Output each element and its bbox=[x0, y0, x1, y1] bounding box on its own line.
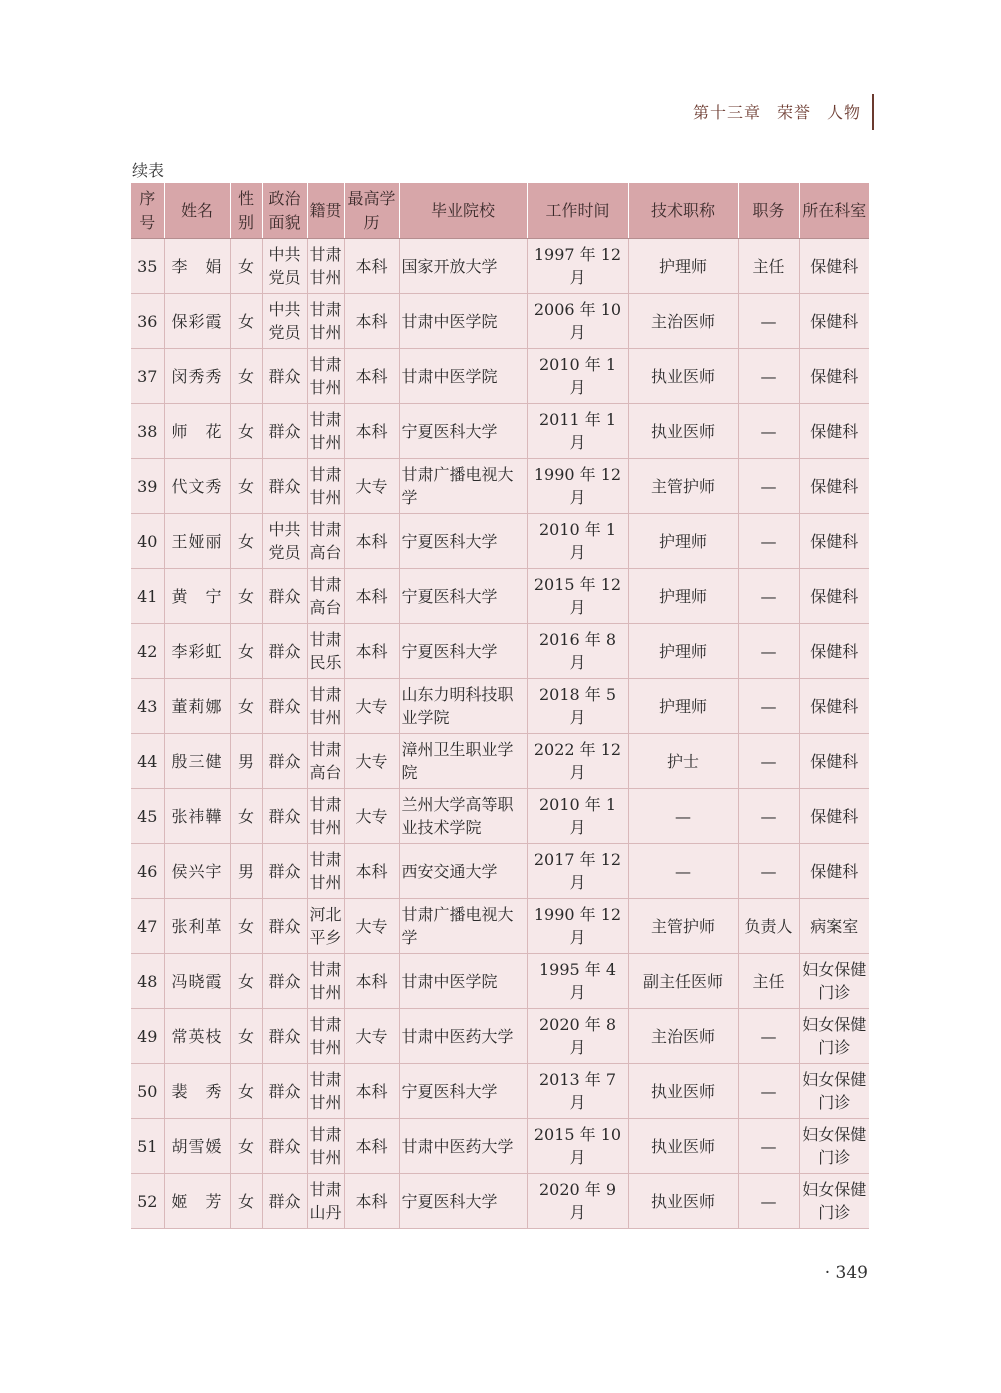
cell-department: 妇女保健门诊 bbox=[799, 1119, 869, 1174]
cell-gender: 男 bbox=[230, 844, 262, 899]
table-row bbox=[131, 294, 869, 349]
cell-position: — bbox=[738, 569, 799, 624]
cell-education: 本科 bbox=[344, 1174, 399, 1229]
table-row bbox=[131, 459, 869, 514]
cell-school: 宁夏医科大学 bbox=[399, 624, 527, 679]
header-rule bbox=[872, 94, 874, 130]
col-header-title: 技术职称 bbox=[628, 183, 738, 239]
cell-title: 护理师 bbox=[628, 514, 738, 569]
cell-seq: 41 bbox=[131, 569, 164, 624]
cell-school: 西安交通大学 bbox=[399, 844, 527, 899]
col-header-position: 职务 bbox=[738, 183, 799, 239]
cell-school: 甘肃中医学院 bbox=[399, 294, 527, 349]
cell-department: 病案室 bbox=[799, 899, 869, 954]
cell-school: 国家开放大学 bbox=[399, 239, 527, 294]
cell-work-start: 2006 年 10 月 bbox=[527, 294, 628, 349]
cell-name: 常英枝 bbox=[164, 1009, 230, 1064]
col-header-political: 政治面貌 bbox=[262, 183, 307, 239]
cell-political: 中共党员 bbox=[262, 514, 307, 569]
cell-position: — bbox=[738, 1174, 799, 1229]
cell-native-place: 甘肃甘州 bbox=[307, 1009, 344, 1064]
cell-work-start: 2020 年 9 月 bbox=[527, 1174, 628, 1229]
cell-gender: 女 bbox=[230, 1174, 262, 1229]
cell-education: 本科 bbox=[344, 239, 399, 294]
section-label-people: 人物 bbox=[826, 103, 861, 122]
cell-gender: 女 bbox=[230, 899, 262, 954]
table-row bbox=[131, 569, 869, 624]
cell-political: 群众 bbox=[262, 349, 307, 404]
cell-gender: 女 bbox=[230, 1119, 262, 1174]
table-row bbox=[131, 514, 869, 569]
cell-title: — bbox=[628, 789, 738, 844]
cell-title: 护理师 bbox=[628, 239, 738, 294]
cell-native-place: 甘肃甘州 bbox=[307, 294, 344, 349]
cell-name: 李彩虹 bbox=[164, 624, 230, 679]
cell-education: 本科 bbox=[344, 514, 399, 569]
cell-native-place: 甘肃高台 bbox=[307, 569, 344, 624]
cell-department: 保健科 bbox=[799, 239, 869, 294]
cell-work-start: 2018 年 5 月 bbox=[527, 679, 628, 734]
cell-department: 妇女保健门诊 bbox=[799, 1009, 869, 1064]
cell-gender: 女 bbox=[230, 679, 262, 734]
cell-work-start: 2015 年 10 月 bbox=[527, 1119, 628, 1174]
table-row bbox=[131, 844, 869, 899]
cell-political: 群众 bbox=[262, 679, 307, 734]
cell-work-start: 2016 年 8 月 bbox=[527, 624, 628, 679]
cell-school: 甘肃广播电视大学 bbox=[399, 459, 527, 514]
cell-native-place: 甘肃甘州 bbox=[307, 459, 344, 514]
cell-school: 宁夏医科大学 bbox=[399, 1174, 527, 1229]
table-row bbox=[131, 679, 869, 734]
cell-gender: 女 bbox=[230, 789, 262, 844]
cell-gender: 女 bbox=[230, 239, 262, 294]
cell-department: 保健科 bbox=[799, 734, 869, 789]
table-row bbox=[131, 954, 869, 1009]
cell-school: 甘肃中医药大学 bbox=[399, 1119, 527, 1174]
cell-political: 中共党员 bbox=[262, 294, 307, 349]
cell-school: 宁夏医科大学 bbox=[399, 569, 527, 624]
col-header-name: 姓名 bbox=[164, 183, 230, 239]
col-header-seq: 序号 bbox=[131, 183, 164, 239]
cell-political: 群众 bbox=[262, 1064, 307, 1119]
cell-name: 冯晓霞 bbox=[164, 954, 230, 1009]
table-row bbox=[131, 1064, 869, 1119]
cell-work-start: 2010 年 1 月 bbox=[527, 349, 628, 404]
cell-gender: 女 bbox=[230, 954, 262, 1009]
cell-name: 张利革 bbox=[164, 899, 230, 954]
section-label-honors: 荣誉 bbox=[776, 103, 811, 122]
cell-work-start: 2017 年 12 月 bbox=[527, 844, 628, 899]
cell-name: 王娅丽 bbox=[164, 514, 230, 569]
cell-seq: 37 bbox=[131, 349, 164, 404]
cell-native-place: 甘肃甘州 bbox=[307, 789, 344, 844]
cell-work-start: 2015 年 12 月 bbox=[527, 569, 628, 624]
cell-school: 宁夏医科大学 bbox=[399, 404, 527, 459]
cell-name: 师 花 bbox=[164, 404, 230, 459]
cell-seq: 40 bbox=[131, 514, 164, 569]
cell-school: 甘肃中医药大学 bbox=[399, 1009, 527, 1064]
cell-seq: 52 bbox=[131, 1174, 164, 1229]
table-row bbox=[131, 1174, 869, 1229]
cell-position: — bbox=[738, 1119, 799, 1174]
cell-position: — bbox=[738, 459, 799, 514]
table-row bbox=[131, 734, 869, 789]
table-header-row bbox=[131, 183, 869, 239]
cell-title: 护士 bbox=[628, 734, 738, 789]
cell-title: 执业医师 bbox=[628, 349, 738, 404]
page-number: · 349 bbox=[824, 1263, 868, 1283]
cell-political: 群众 bbox=[262, 624, 307, 679]
cell-position: — bbox=[738, 404, 799, 459]
cell-political: 中共党员 bbox=[262, 239, 307, 294]
cell-education: 本科 bbox=[344, 844, 399, 899]
cell-native-place: 甘肃民乐 bbox=[307, 624, 344, 679]
cell-native-place: 甘肃甘州 bbox=[307, 1119, 344, 1174]
cell-position: — bbox=[738, 514, 799, 569]
cell-native-place: 甘肃甘州 bbox=[307, 239, 344, 294]
cell-position: — bbox=[738, 679, 799, 734]
cell-native-place: 甘肃高台 bbox=[307, 514, 344, 569]
cell-political: 群众 bbox=[262, 734, 307, 789]
cell-native-place: 甘肃甘州 bbox=[307, 1064, 344, 1119]
cell-title: — bbox=[628, 844, 738, 899]
cell-department: 保健科 bbox=[799, 624, 869, 679]
table-row bbox=[131, 624, 869, 679]
cell-seq: 38 bbox=[131, 404, 164, 459]
cell-name: 张祎鞾 bbox=[164, 789, 230, 844]
cell-name: 代文秀 bbox=[164, 459, 230, 514]
cell-education: 大专 bbox=[344, 1009, 399, 1064]
table-row bbox=[131, 1009, 869, 1064]
cell-education: 本科 bbox=[344, 954, 399, 1009]
cell-department: 保健科 bbox=[799, 679, 869, 734]
cell-department: 保健科 bbox=[799, 294, 869, 349]
cell-education: 大专 bbox=[344, 459, 399, 514]
cell-seq: 47 bbox=[131, 899, 164, 954]
cell-name: 殷三健 bbox=[164, 734, 230, 789]
col-header-native-place: 籍贯 bbox=[307, 183, 344, 239]
cell-gender: 女 bbox=[230, 624, 262, 679]
cell-seq: 43 bbox=[131, 679, 164, 734]
cell-title: 副主任医师 bbox=[628, 954, 738, 1009]
cell-gender: 女 bbox=[230, 459, 262, 514]
cell-political: 群众 bbox=[262, 404, 307, 459]
cell-school: 甘肃中医学院 bbox=[399, 349, 527, 404]
cell-seq: 51 bbox=[131, 1119, 164, 1174]
staff-roster-table bbox=[131, 183, 869, 1229]
cell-name: 胡雪媛 bbox=[164, 1119, 230, 1174]
cell-native-place: 甘肃甘州 bbox=[307, 349, 344, 404]
cell-seq: 48 bbox=[131, 954, 164, 1009]
cell-political: 群众 bbox=[262, 1174, 307, 1229]
table-row bbox=[131, 239, 869, 294]
cell-work-start: 2011 年 1 月 bbox=[527, 404, 628, 459]
cell-name: 闵秀秀 bbox=[164, 349, 230, 404]
cell-work-start: 2010 年 1 月 bbox=[527, 789, 628, 844]
cell-seq: 49 bbox=[131, 1009, 164, 1064]
cell-seq: 44 bbox=[131, 734, 164, 789]
cell-native-place: 河北平乡 bbox=[307, 899, 344, 954]
cell-gender: 女 bbox=[230, 1009, 262, 1064]
cell-work-start: 1997 年 12 月 bbox=[527, 239, 628, 294]
cell-title: 执业医师 bbox=[628, 404, 738, 459]
cell-department: 保健科 bbox=[799, 459, 869, 514]
cell-gender: 男 bbox=[230, 734, 262, 789]
table-row bbox=[131, 789, 869, 844]
col-header-department: 所在科室 bbox=[799, 183, 869, 239]
cell-work-start: 2022 年 12 月 bbox=[527, 734, 628, 789]
cell-work-start: 1990 年 12 月 bbox=[527, 899, 628, 954]
cell-gender: 女 bbox=[230, 1064, 262, 1119]
cell-gender: 女 bbox=[230, 569, 262, 624]
cell-education: 本科 bbox=[344, 1064, 399, 1119]
cell-title: 执业医师 bbox=[628, 1119, 738, 1174]
cell-name: 董莉娜 bbox=[164, 679, 230, 734]
cell-name: 姬 芳 bbox=[164, 1174, 230, 1229]
cell-seq: 50 bbox=[131, 1064, 164, 1119]
cell-title: 护理师 bbox=[628, 624, 738, 679]
table-row bbox=[131, 404, 869, 459]
cell-native-place: 甘肃甘州 bbox=[307, 954, 344, 1009]
cell-title: 主管护师 bbox=[628, 459, 738, 514]
cell-political: 群众 bbox=[262, 459, 307, 514]
cell-position: — bbox=[738, 734, 799, 789]
cell-political: 群众 bbox=[262, 954, 307, 1009]
cell-education: 本科 bbox=[344, 349, 399, 404]
cell-seq: 42 bbox=[131, 624, 164, 679]
cell-position: — bbox=[738, 349, 799, 404]
table-row bbox=[131, 899, 869, 954]
cell-department: 保健科 bbox=[799, 789, 869, 844]
table-row bbox=[131, 349, 869, 404]
cell-native-place: 甘肃甘州 bbox=[307, 679, 344, 734]
cell-school: 甘肃广播电视大学 bbox=[399, 899, 527, 954]
cell-name: 李 娟 bbox=[164, 239, 230, 294]
cell-department: 保健科 bbox=[799, 349, 869, 404]
cell-education: 本科 bbox=[344, 404, 399, 459]
cell-native-place: 甘肃甘州 bbox=[307, 404, 344, 459]
cell-name: 侯兴宇 bbox=[164, 844, 230, 899]
cell-department: 保健科 bbox=[799, 404, 869, 459]
cell-gender: 女 bbox=[230, 404, 262, 459]
cell-position: 负责人 bbox=[738, 899, 799, 954]
cell-department: 妇女保健门诊 bbox=[799, 954, 869, 1009]
cell-position: — bbox=[738, 1009, 799, 1064]
cell-native-place: 甘肃山丹 bbox=[307, 1174, 344, 1229]
cell-native-place: 甘肃高台 bbox=[307, 734, 344, 789]
cell-position: — bbox=[738, 294, 799, 349]
cell-education: 大专 bbox=[344, 789, 399, 844]
cell-education: 大专 bbox=[344, 899, 399, 954]
cell-school: 山东力明科技职业学院 bbox=[399, 679, 527, 734]
cell-political: 群众 bbox=[262, 1009, 307, 1064]
cell-education: 本科 bbox=[344, 294, 399, 349]
continuation-label: 续表 bbox=[132, 161, 165, 180]
cell-title: 执业医师 bbox=[628, 1174, 738, 1229]
cell-school: 宁夏医科大学 bbox=[399, 514, 527, 569]
chapter-title: 第十三章 bbox=[692, 103, 761, 122]
cell-school: 兰州大学高等职业技术学院 bbox=[399, 789, 527, 844]
cell-name: 黄 宁 bbox=[164, 569, 230, 624]
running-header bbox=[693, 100, 861, 123]
cell-title: 主管护师 bbox=[628, 899, 738, 954]
cell-position: 主任 bbox=[738, 954, 799, 1009]
cell-title: 主治医师 bbox=[628, 1009, 738, 1064]
cell-position: — bbox=[738, 844, 799, 899]
cell-education: 大专 bbox=[344, 734, 399, 789]
cell-work-start: 2020 年 8 月 bbox=[527, 1009, 628, 1064]
cell-position: — bbox=[738, 1064, 799, 1119]
cell-work-start: 2010 年 1 月 bbox=[527, 514, 628, 569]
cell-work-start: 1990 年 12 月 bbox=[527, 459, 628, 514]
cell-seq: 36 bbox=[131, 294, 164, 349]
table-row bbox=[131, 1119, 869, 1174]
cell-department: 保健科 bbox=[799, 844, 869, 899]
cell-political: 群众 bbox=[262, 569, 307, 624]
cell-position: — bbox=[738, 624, 799, 679]
cell-title: 护理师 bbox=[628, 679, 738, 734]
cell-seq: 39 bbox=[131, 459, 164, 514]
cell-gender: 女 bbox=[230, 514, 262, 569]
cell-work-start: 2013 年 7 月 bbox=[527, 1064, 628, 1119]
cell-school: 宁夏医科大学 bbox=[399, 1064, 527, 1119]
cell-school: 甘肃中医学院 bbox=[399, 954, 527, 1009]
cell-department: 妇女保健门诊 bbox=[799, 1064, 869, 1119]
cell-education: 本科 bbox=[344, 569, 399, 624]
cell-department: 保健科 bbox=[799, 569, 869, 624]
cell-name: 保彩霞 bbox=[164, 294, 230, 349]
col-header-gender: 性别 bbox=[230, 183, 262, 239]
cell-gender: 女 bbox=[230, 294, 262, 349]
col-header-school: 毕业院校 bbox=[399, 183, 527, 239]
cell-work-start: 1995 年 4 月 bbox=[527, 954, 628, 1009]
cell-seq: 46 bbox=[131, 844, 164, 899]
cell-department: 保健科 bbox=[799, 514, 869, 569]
cell-position: 主任 bbox=[738, 239, 799, 294]
cell-political: 群众 bbox=[262, 844, 307, 899]
cell-name: 裴 秀 bbox=[164, 1064, 230, 1119]
col-header-education: 最高学历 bbox=[344, 183, 399, 239]
cell-seq: 35 bbox=[131, 239, 164, 294]
cell-position: — bbox=[738, 789, 799, 844]
cell-title: 主治医师 bbox=[628, 294, 738, 349]
cell-school: 漳州卫生职业学院 bbox=[399, 734, 527, 789]
table-body bbox=[131, 239, 869, 1229]
cell-education: 大专 bbox=[344, 679, 399, 734]
col-header-work-start: 工作时间 bbox=[527, 183, 628, 239]
cell-education: 本科 bbox=[344, 1119, 399, 1174]
cell-political: 群众 bbox=[262, 899, 307, 954]
cell-native-place: 甘肃甘州 bbox=[307, 844, 344, 899]
cell-gender: 女 bbox=[230, 349, 262, 404]
cell-title: 护理师 bbox=[628, 569, 738, 624]
cell-department: 妇女保健门诊 bbox=[799, 1174, 869, 1229]
cell-political: 群众 bbox=[262, 789, 307, 844]
cell-political: 群众 bbox=[262, 1119, 307, 1174]
cell-education: 本科 bbox=[344, 624, 399, 679]
cell-title: 执业医师 bbox=[628, 1064, 738, 1119]
cell-seq: 45 bbox=[131, 789, 164, 844]
